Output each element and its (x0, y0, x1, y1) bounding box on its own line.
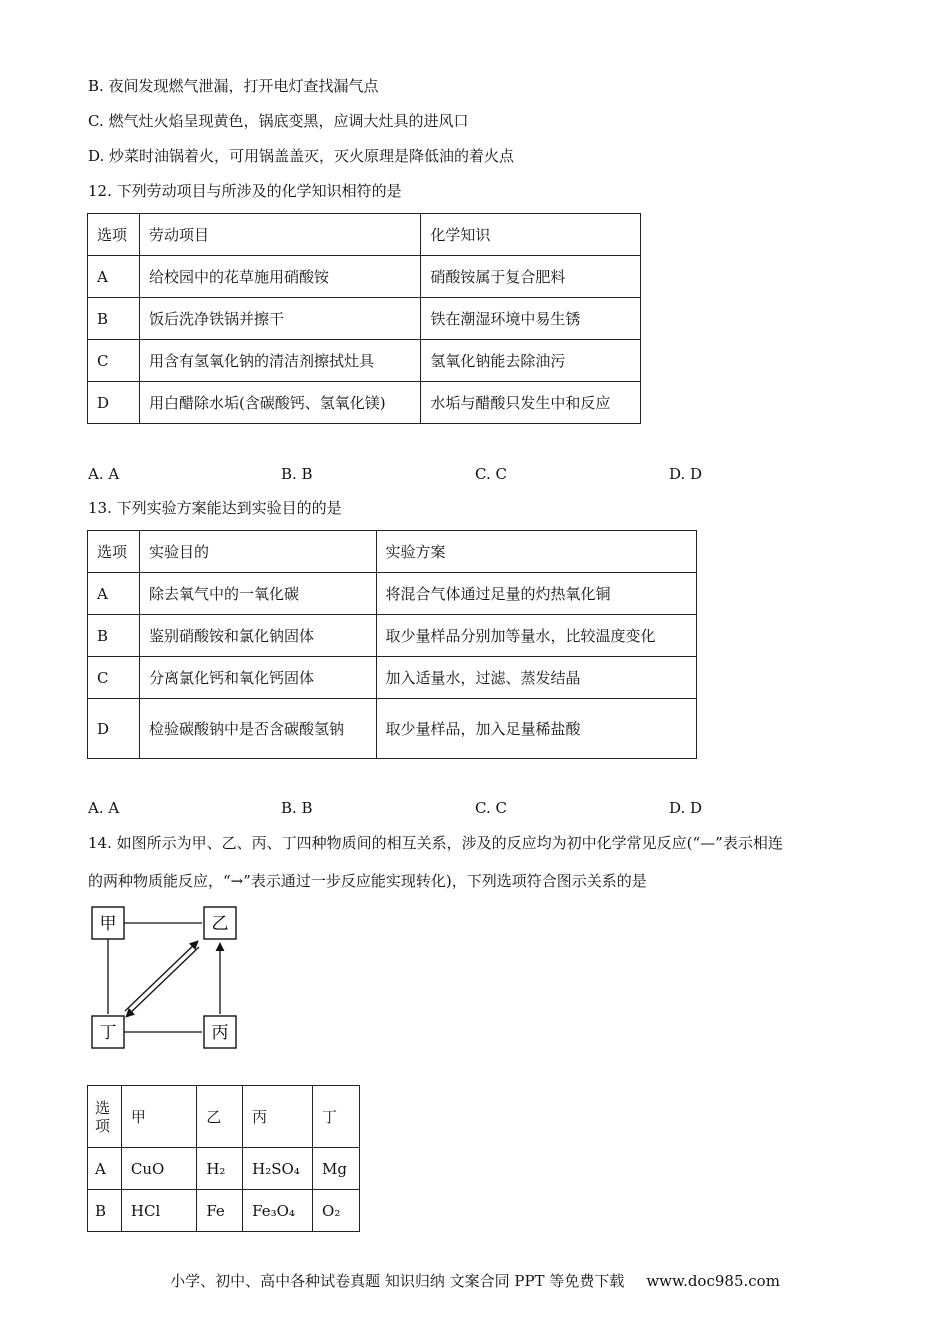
table-cell: 氢氧化钠能去除油污 (421, 340, 641, 382)
table-cell: H₂SO₄ (243, 1148, 313, 1190)
table-cell: D (88, 382, 140, 424)
table-header-row (88, 1086, 360, 1148)
table-cell: A (88, 256, 140, 298)
table-cell: 用含有氢氧化钠的清洁剂擦拭灶具 (139, 340, 420, 382)
table-cell: O₂ (313, 1190, 360, 1232)
table-row (88, 573, 697, 615)
q12-table (87, 213, 641, 424)
header-cell: 实验方案 (376, 531, 696, 573)
header-cell: 乙 (197, 1086, 243, 1148)
table-cell: A (88, 1148, 122, 1190)
header-cell: 化学知识 (421, 214, 641, 256)
table-header-row (88, 214, 641, 256)
table-cell: B (88, 298, 140, 340)
q11-option-d: D. 炒菜时油锅着火，可用锅盖盖灭，灭火原理是降低油的着火点 (88, 147, 515, 165)
q11-option-c: C. 燃气灶火焰呈现黄色，锅底变黑，应调大灶具的进风口 (88, 112, 469, 130)
header-cell: 选项 (88, 214, 140, 256)
table-cell: 取少量样品分别加等量水，比较温度变化 (376, 615, 696, 657)
table-cell: 分离氯化钙和氧化钙固体 (139, 657, 376, 699)
table-row (88, 256, 641, 298)
q13-choices (88, 798, 738, 818)
header-cell: 实验目的 (139, 531, 376, 573)
table-cell: 鉴别硝酸铵和氯化钠固体 (139, 615, 376, 657)
choice-c[interactable]: C. C (475, 465, 507, 483)
q11-option-b: B. 夜间发现燃气泄漏，打开电灯查找漏气点 (88, 77, 379, 95)
table-cell: C (88, 657, 140, 699)
arrow-yi-to-ding (126, 947, 199, 1017)
table-cell: H₂ (197, 1148, 243, 1190)
q13-stem: 13. 下列实验方案能达到实验目的的是 (88, 499, 342, 517)
table-cell: HCl (121, 1190, 196, 1232)
table-cell: 用白醋除水垢(含碳酸钙、氢氧化镁) (139, 382, 420, 424)
header-cell: 劳动项目 (139, 214, 420, 256)
table-row (88, 382, 641, 424)
table-cell: Fe₃O₄ (243, 1190, 313, 1232)
q14-table (87, 1085, 360, 1232)
table-cell: 铁在潮湿环境中易生锈 (421, 298, 641, 340)
table-cell: B (88, 615, 140, 657)
table-cell: 除去氧气中的一氧化碳 (139, 573, 376, 615)
header-cell: 丙 (243, 1086, 313, 1148)
table-cell: 将混合气体通过足量的灼热氧化铜 (376, 573, 696, 615)
page-footer (0, 1270, 950, 1291)
table-row (88, 657, 697, 699)
table-row (88, 340, 641, 382)
choice-a[interactable]: A. A (88, 799, 120, 817)
header-cell: 选 项 (88, 1086, 122, 1148)
label-bing: 丙 (211, 1023, 229, 1043)
table-cell: Fe (197, 1190, 243, 1232)
table-cell: 饭后洗净铁锅并擦干 (139, 298, 420, 340)
choice-d[interactable]: D. D (669, 799, 703, 817)
table-cell: 给校园中的花草施用硝酸铵 (139, 256, 420, 298)
table-cell: Mg (313, 1148, 360, 1190)
footer-text: 小学、初中、高中各种试卷真题 知识归纳 文案合同 PPT 等免费下载 (170, 1272, 625, 1290)
label-ding: 丁 (99, 1023, 117, 1043)
header-cell: 丁 (313, 1086, 360, 1148)
table-cell: B (88, 1190, 122, 1232)
choice-a[interactable]: A. A (88, 465, 120, 483)
table-row (88, 1190, 360, 1232)
label-yi: 乙 (211, 914, 229, 934)
table-row (88, 699, 697, 759)
table-cell: 检验碳酸钠中是否含碳酸氢钠 (139, 699, 376, 759)
arrow-ding-to-yi (125, 941, 198, 1011)
table-row (88, 298, 641, 340)
label-jia: 甲 (99, 914, 117, 934)
q14-stem-line2: 的两种物质能反应，“→”表示通过一步反应能实现转化)，下列选项符合图示关系的是 (88, 872, 647, 890)
table-row (88, 1148, 360, 1190)
choice-c[interactable]: C. C (475, 799, 507, 817)
table-cell: 硝酸铵属于复合肥料 (421, 256, 641, 298)
relationship-diagram (80, 895, 255, 1060)
q13-table (87, 530, 697, 759)
q12-stem: 12. 下列劳动项目与所涉及的化学知识相符的是 (88, 182, 402, 200)
footer-url[interactable]: www.doc985.com (646, 1272, 780, 1290)
choice-b[interactable]: B. B (281, 799, 313, 817)
table-cell: 取少量样品，加入足量稀盐酸 (376, 699, 696, 759)
table-row (88, 615, 697, 657)
table-cell: D (88, 699, 140, 759)
table-cell: C (88, 340, 140, 382)
choice-b[interactable]: B. B (281, 465, 313, 483)
table-cell: 水垢与醋酸只发生中和反应 (421, 382, 641, 424)
q14-stem-line1: 14. 如图所示为甲、乙、丙、丁四种物质间的相互关系，涉及的反应均为初中化学常见反应(“—”表示相连 (88, 834, 783, 852)
table-header-row (88, 531, 697, 573)
choice-d[interactable]: D. D (669, 465, 703, 483)
table-cell: CuO (121, 1148, 196, 1190)
table-cell: A (88, 573, 140, 615)
header-cell: 选项 (88, 531, 140, 573)
header-cell: 甲 (121, 1086, 196, 1148)
q12-choices (88, 464, 738, 484)
table-cell: 加入适量水，过滤、蒸发结晶 (376, 657, 696, 699)
